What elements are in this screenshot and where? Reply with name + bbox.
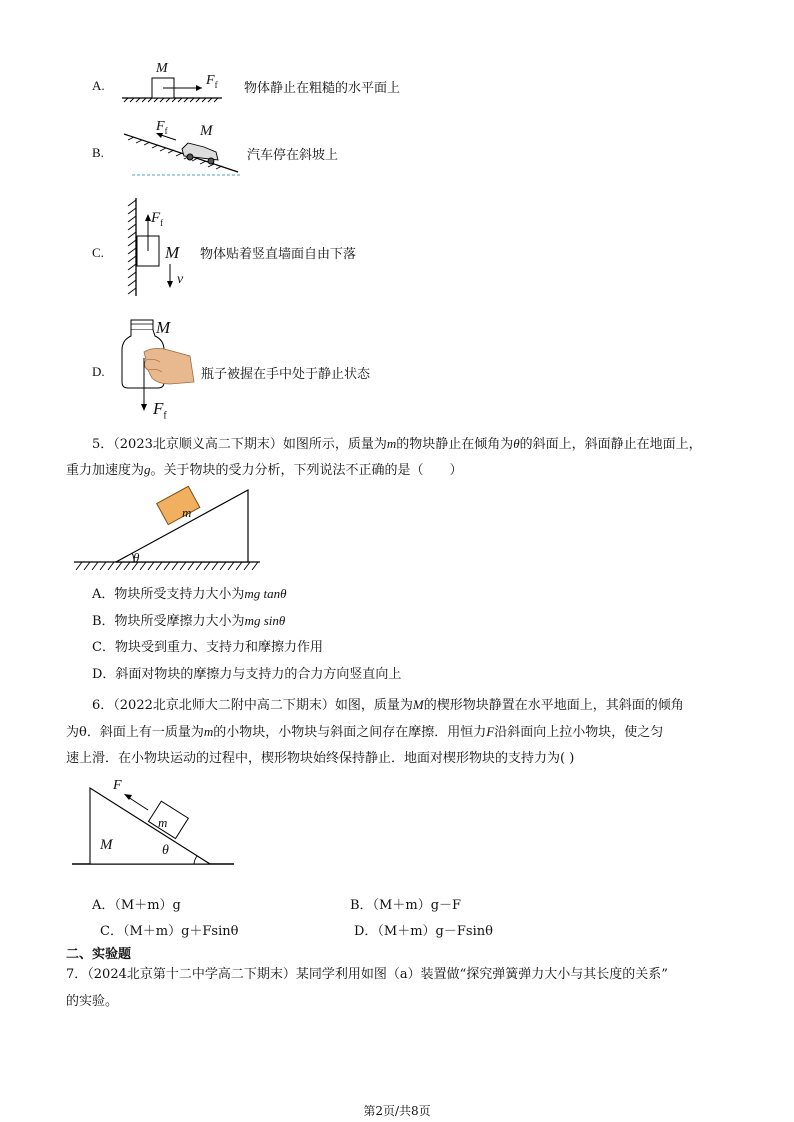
q7-line2: 的实验。 — [66, 994, 119, 1009]
q6-line2: 为θ．斜面上有一质量为m的小物块，小物块与斜面之间存在摩擦．用恒力F沿斜面向上拉小物块，使之匀 — [66, 724, 664, 740]
option-b-letter: B. — [92, 145, 104, 160]
option-c-caption: 物体贴着竖直墙面自由下落 — [200, 247, 357, 262]
q6-line3: 速上滑．在小物块运动的过程中，楔形物块始终保持静止．地面对楔形物块的支持力为( ) — [66, 751, 575, 766]
q6-option-a: A．（M＋m）g — [92, 898, 181, 913]
option-c-mass: M — [165, 243, 180, 262]
section-title: 二、实验题 — [66, 947, 132, 962]
option-c-letter: C. — [92, 245, 104, 260]
option-b-mass: M — [200, 123, 213, 139]
q5-figure — [70, 484, 270, 576]
option-a-letter: A. — [92, 78, 105, 93]
option-a-force: $F_f$ — [206, 73, 218, 90]
q5-option-b: B．物块所受摩擦力大小为mg sinθ — [92, 613, 286, 629]
q6-fig-theta: θ — [162, 843, 169, 858]
q5-line1: 5．（2023北京顺义高二下期末）如图所示，质量为m的物块静止在倾角为θ的斜面上，斜面静止在地面上， — [92, 436, 702, 452]
option-d-mass: M — [156, 318, 171, 337]
q6-fig-M: M — [100, 837, 113, 853]
q6-fig-m: m — [158, 815, 168, 830]
q5-fig-mass: m — [182, 505, 192, 520]
q6-option-d: D．（M＋m）g－Fsinθ — [354, 924, 493, 939]
option-d-caption: 瓶子被握在手中处于静止状态 — [201, 367, 371, 382]
option-a-caption: 物体静止在粗糙的水平面上 — [244, 81, 401, 96]
q6-figure — [70, 782, 240, 870]
q5-line2: 重力加速度为g。关于物块的受力分析，下列说法不正确的是（ ） — [66, 462, 463, 478]
option-d-letter: D. — [92, 364, 105, 379]
q6-option-c: C．（M＋m）g＋Fsinθ — [100, 924, 239, 939]
option-b-force: $F_f$ — [156, 119, 168, 136]
page-footer: 第2页/共8页 — [363, 1104, 431, 1118]
q5-option-a: A．物块所受支持力大小为mg tanθ — [92, 586, 287, 602]
q7-line1: 7．（2024北京第十二中学高二下期末）某同学利用如图（a）装置做“探究弹簧弹力大小与其长度的关系” — [66, 967, 668, 982]
option-b-figure — [118, 122, 248, 180]
option-c-force: $F_f$ — [151, 210, 164, 228]
q5-option-c: C．物块受到重力、支持力和摩擦力作用 — [92, 640, 323, 655]
q6-option-b: B．（M＋m）g－F — [350, 898, 462, 913]
option-d-force: $F_f$ — [153, 399, 167, 422]
option-b-caption: 汽车停在斜坡上 — [247, 148, 339, 163]
q6-fig-F: F — [113, 778, 122, 793]
option-c-velocity: v — [177, 272, 184, 287]
q5-option-d: D．斜面对物块的摩擦力与支持力的合力方向竖直向上 — [92, 667, 402, 682]
option-a-mass: M — [156, 61, 168, 76]
q5-fig-angle: θ — [133, 550, 140, 565]
q6-line1: 6．（2022北京北师大二附中高二下期末）如图，质量为M的楔形物块静置在水平地面上，其斜面的倾角 — [92, 697, 684, 713]
